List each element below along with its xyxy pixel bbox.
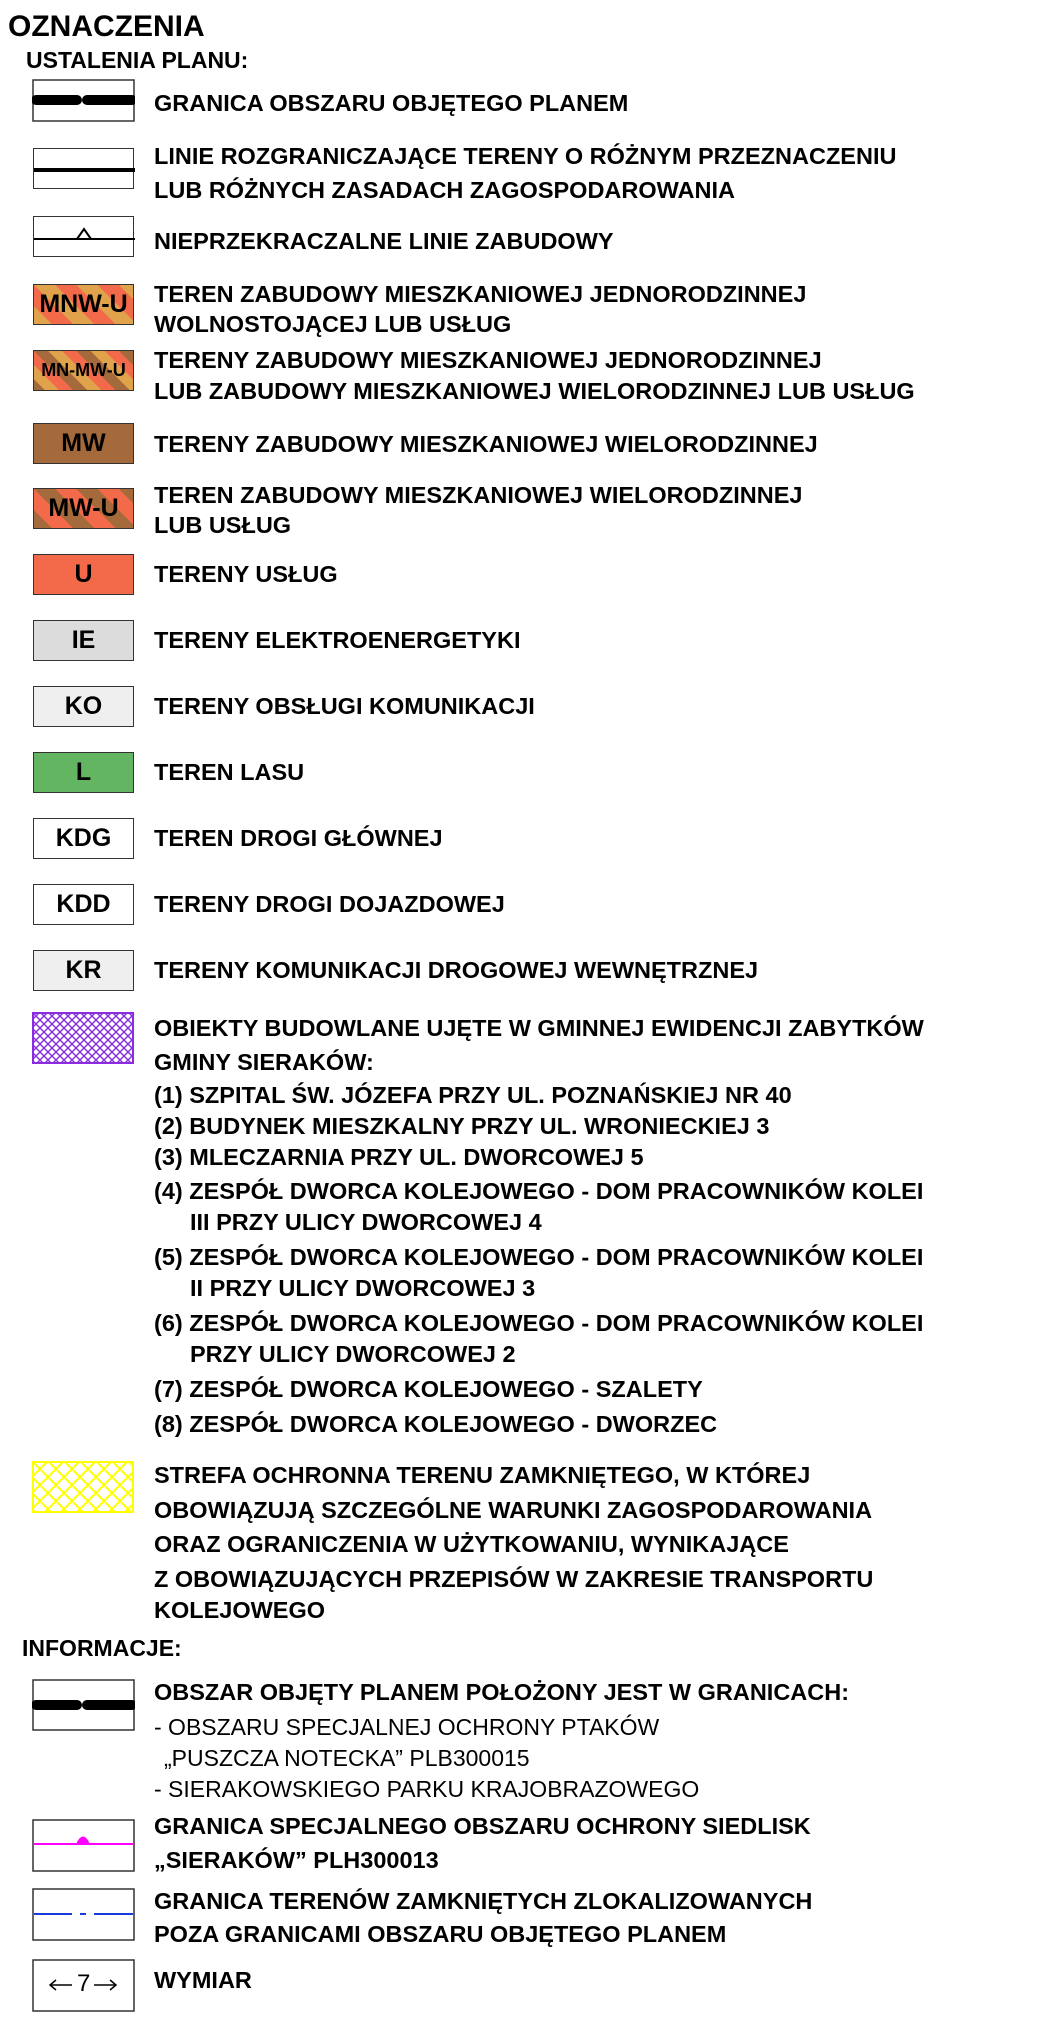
section-heading-info: INFORMACJE: [22, 1635, 182, 1661]
legend-text-ko: TERENY OBSŁUGI KOMUNIKACJI [154, 693, 535, 719]
legend-text-strefa-3: ORAZ OGRANICZENIA W UŻYTKOWANIU, WYNIKAJĄCE [154, 1531, 789, 1557]
u-code: U [74, 560, 93, 588]
legend-text-strefa-4: Z OBOWIĄZUJĄCYCH PRZEPISÓW W ZAKRESIE TRANSPORTU [154, 1566, 874, 1592]
legend-title: OZNACZENIA [8, 10, 205, 43]
ie-code: IE [71, 626, 96, 654]
building-line-symbol [33, 216, 134, 257]
mw-swatch [33, 423, 134, 464]
legend-text-strefa-5: KOLEJOWEGO [154, 1597, 326, 1623]
heritage-item: (4) ZESPÓŁ DWORCA KOLEJOWEGO - DOM PRACOWNIKÓW KOLEI [154, 1178, 924, 1204]
legend-text-mnwu-1: TEREN ZABUDOWY MIESZKANIOWEJ JEDNORODZINNEJ [154, 281, 807, 307]
heritage-item: (2) BUDYNEK MIESZKALNY PRZY UL. WRONIECKIEJ 3 [154, 1113, 770, 1139]
legend-text-mnmwu-1: TERENY ZABUDOWY MIESZKANIOWEJ JEDNORODZINNEJ [154, 347, 822, 373]
building-line-icon [33, 216, 136, 259]
legend-text-mw: TERENY ZABUDOWY MIESZKANIOWEJ WIELORODZINNEJ [154, 431, 818, 457]
closed-area-line-icon [32, 1888, 135, 1941]
mw-code: MW [61, 429, 106, 457]
heritage-item: (1) SZPITAL ŚW. JÓZEFA PRZY UL. POZNAŃSKIEJ NR 40 [154, 1082, 792, 1108]
plan-boundary-symbol [33, 80, 134, 121]
info-boundary-line-icon [32, 1679, 135, 1731]
l-swatch [33, 752, 134, 793]
heritage-item: (8) ZESPÓŁ DWORCA KOLEJOWEGO - DWORZEC [154, 1411, 718, 1437]
legend-text-kdd: TERENY DROGI DOJAZDOWEJ [154, 891, 505, 917]
habitat-boundary-symbol [33, 1820, 134, 1861]
dimension-symbol [33, 1960, 134, 2001]
info-text-siedlisk-1: GRANICA SPECJALNEGO OBSZARU OCHRONY SIEDLISK [154, 1813, 811, 1839]
legend-text-mnmwu-2: LUB ZABUDOWY MIESZKANIOWEJ WIELORODZINNEJ LUB USŁUG [154, 378, 915, 404]
legend-text-kdg: TEREN DROGI GŁÓWNEJ [154, 825, 443, 851]
legend-text-mnwu-2: WOLNOSTOJĄCEJ LUB USŁUG [154, 311, 512, 337]
kdg-code: KDG [55, 824, 112, 852]
mnwu-swatch [33, 284, 134, 325]
info-boundary-symbol [33, 1680, 134, 1721]
heritage-item-continued: PRZY ULICY DWORCOWEJ 2 [190, 1341, 516, 1367]
heritage-item: (6) ZESPÓŁ DWORCA KOLEJOWEGO - DOM PRACOWNIKÓW KOLEI [154, 1310, 924, 1336]
kdg-swatch [33, 818, 134, 859]
heritage-swatch [33, 1013, 134, 1054]
legend-text-linie-2: LUB RÓŻNYCH ZASADACH ZAGOSPODAROWANIA [154, 177, 735, 203]
legend-text-kr: TERENY KOMUNIKACJI DROGOWEJ WEWNĘTRZNEJ [154, 957, 759, 983]
plan-boundary-line-icon [32, 79, 135, 122]
ko-swatch [33, 686, 134, 727]
info-text-obszar-4: - SIERAKOWSKIEGO PARKU KRAJOBRAZOWEGO [154, 1776, 700, 1802]
protection-zone-swatch [33, 1462, 134, 1503]
legend-text-l: TEREN LASU [154, 759, 305, 785]
u-swatch [33, 554, 134, 595]
kr-swatch [33, 950, 134, 991]
legend-text-nieprzekraczalne: NIEPRZEKRACZALNE LINIE ZABUDOWY [154, 228, 614, 254]
section-heading-plan: USTALENIA PLANU: [26, 47, 249, 73]
heritage-item: (5) ZESPÓŁ DWORCA KOLEJOWEGO - DOM PRACOWNIKÓW KOLEI [154, 1244, 924, 1270]
dividing-line-symbol [33, 148, 134, 189]
kdd-code: KDD [56, 890, 111, 918]
mwu-code: MW-U [48, 494, 119, 522]
legend-text-strefa-1: STREFA OCHRONNA TERENU ZAMKNIĘTEGO, W KTÓREJ [154, 1462, 811, 1488]
info-text-siedlisk-2: „SIERAKÓW” PLH300013 [154, 1847, 439, 1873]
heritage-crosshatch-icon [32, 1012, 135, 1067]
info-text-obszar-3: „PUSZCZA NOTECKA” PLB300015 [164, 1745, 530, 1771]
kdd-swatch [33, 884, 134, 925]
legend-text-mwu-2: LUB USŁUG [154, 512, 292, 538]
habitat-boundary-line-icon [32, 1819, 135, 1872]
legend-text-zabytki-2: GMINY SIERAKÓW: [154, 1049, 374, 1075]
legend-text-granica: GRANICA OBSZARU OBJĘTEGO PLANEM [154, 90, 629, 116]
protection-zone-crosshatch-icon [32, 1461, 135, 1516]
mnmwu-code: MN-MW-U [41, 360, 126, 380]
kr-code: KR [65, 956, 102, 984]
heritage-item: (7) ZESPÓŁ DWORCA KOLEJOWEGO - SZALETY [154, 1376, 703, 1402]
info-text-zamkniete-2: POZA GRANICAMI OBSZARU OBJĘTEGO PLANEM [154, 1921, 727, 1947]
mnmwu-swatch [33, 350, 134, 391]
legend-text-linie-1: LINIE ROZGRANICZAJĄCE TERENY O RÓŻNYM PRZEZNACZENIU [154, 143, 897, 169]
legend-text-ie: TERENY ELEKTROENERGETYKI [154, 627, 521, 653]
info-text-obszar-1: OBSZAR OBJĘTY PLANEM POŁOŻONY JEST W GRANICACH: [154, 1679, 850, 1705]
ko-code: KO [64, 692, 103, 720]
dimension-glyph: 7 [77, 1970, 91, 1997]
closed-area-boundary-symbol [33, 1889, 134, 1930]
heritage-item: (3) MLECZARNIA PRZY UL. DWORCOWEJ 5 [154, 1144, 644, 1170]
info-text-zamkniete-1: GRANICA TERENÓW ZAMKNIĘTYCH ZLOKALIZOWANYCH [154, 1888, 813, 1914]
mnwu-code: MNW-U [39, 290, 128, 318]
legend-text-zabytki-1: OBIEKTY BUDOWLANE UJĘTE W GMINNEJ EWIDENCJI ZABYTKÓW [154, 1015, 924, 1041]
ie-swatch [33, 620, 134, 661]
mwu-swatch [33, 488, 134, 529]
legend-text-u: TERENY USŁUG [154, 561, 338, 587]
l-code: L [75, 758, 92, 786]
info-text-wymiar: WYMIAR [154, 1967, 252, 1993]
dividing-line-icon [33, 148, 136, 191]
heritage-item-continued: III PRZY ULICY DWORCOWEJ 4 [190, 1209, 542, 1235]
legend-text-strefa-2: OBOWIĄZUJĄ SZCZEGÓLNE WARUNKI ZAGOSPODAROWANIA [154, 1497, 873, 1523]
heritage-item-continued: II PRZY ULICY DWORCOWEJ 3 [190, 1275, 536, 1301]
legend-text-mwu-1: TEREN ZABUDOWY MIESZKANIOWEJ WIELORODZINNEJ [154, 482, 803, 508]
info-text-obszar-2: - OBSZARU SPECJALNEJ OCHRONY PTAKÓW [154, 1714, 660, 1740]
